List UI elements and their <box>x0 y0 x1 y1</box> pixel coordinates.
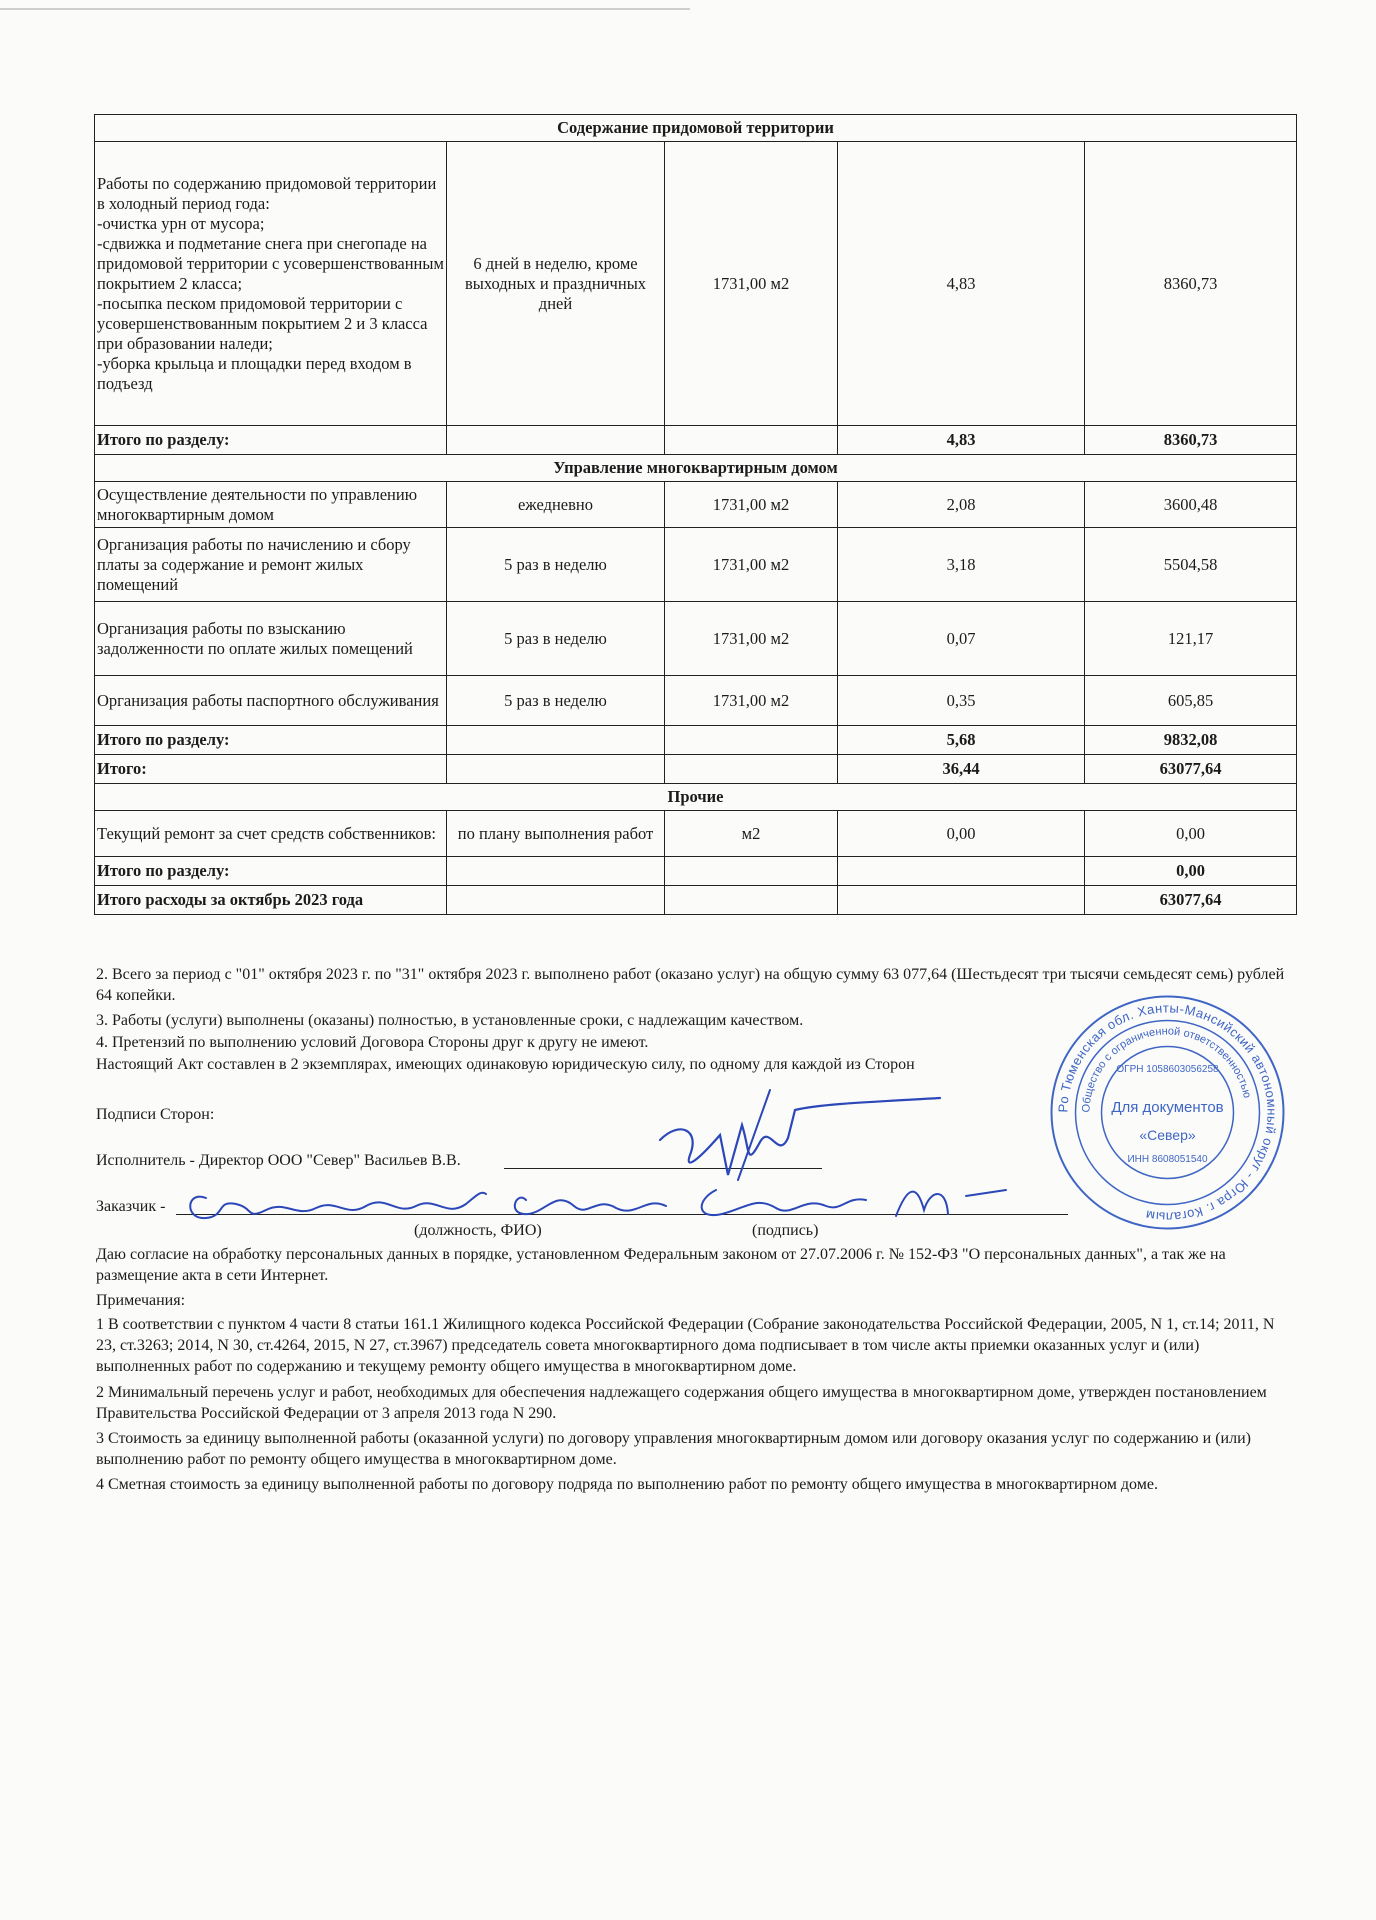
table-row <box>95 602 1297 676</box>
signatures-title: Подписи Сторон: <box>96 1106 215 1123</box>
work-sum: 605,85 <box>1085 676 1297 726</box>
signature-stroke <box>896 1190 1006 1216</box>
work-rate: 0,07 <box>838 602 1085 676</box>
work-frequency: ежедневно <box>447 482 665 528</box>
work-area: 1731,00 м2 <box>665 676 838 726</box>
section-title: Прочие <box>95 784 1297 811</box>
customer-label: Заказчик - <box>96 1198 166 1215</box>
total-rate: 5,68 <box>838 726 1085 755</box>
signature-stroke <box>702 1190 866 1215</box>
total-sum: 9832,08 <box>1085 726 1297 755</box>
work-frequency: 5 раз в неделю <box>447 528 665 602</box>
work-description: Осуществление деятельности по управлению многоквартирным домом <box>95 482 447 528</box>
total-sum: 0,00 <box>1085 857 1297 886</box>
section-header-row <box>95 115 1297 142</box>
work-sum: 0,00 <box>1085 811 1297 857</box>
customer-signature <box>176 1160 1036 1230</box>
executor-line: Исполнитель - Директор ООО "Север" Васильев В.В. <box>96 1152 461 1169</box>
scan-edge-line <box>0 8 690 10</box>
total-label: Итого по разделу: <box>95 857 447 886</box>
work-description: Организация работы паспортного обслуживания <box>95 676 447 726</box>
work-rate: 2,08 <box>838 482 1085 528</box>
work-sum: 121,17 <box>1085 602 1297 676</box>
section-total-row <box>95 857 1297 886</box>
month-total-label: Итого расходы за октябрь 2023 года <box>95 886 447 915</box>
section-header-row <box>95 784 1297 811</box>
work-rate: 4,83 <box>838 142 1085 426</box>
section-title: Содержание придомовой территории <box>95 115 1297 142</box>
work-rate: 0,35 <box>838 676 1085 726</box>
total-sum: 8360,73 <box>1085 426 1297 455</box>
work-sum: 5504,58 <box>1085 528 1297 602</box>
total-label: Итого по разделу: <box>95 426 447 455</box>
table-row <box>95 482 1297 528</box>
total-label: Итого по разделу: <box>95 726 447 755</box>
table-row <box>95 811 1297 857</box>
work-description: Работы по содержанию придомовой территории в холодный период года: -очистка урн от мусора; -сдвижка и подметание снега при снегопаде на придомовой территории с усовершенствованным покрытием 2 класса; -посыпка песком придомовой территории с усовершенствованным покрытием 2 и 3 класса при образовании наледи; -уборка крыльца и площадки перед входом в подъезд <box>95 142 447 426</box>
stamp-outer-text: Ро Тюменская обл. Ханты-Мансийский автономный округ - Югра г. Когалым <box>1055 1000 1280 1225</box>
work-description: Организация работы по начислению и сбору платы за содержание и ремонт жилых помещений <box>95 528 447 602</box>
notes-title: Примечания: <box>96 1292 186 1309</box>
grand-total-sum: 63077,64 <box>1085 755 1297 784</box>
work-rate: 0,00 <box>838 811 1085 857</box>
stamp-ogrn: ОГРН 1058603056258 <box>1116 1064 1219 1075</box>
work-area: 1731,00 м2 <box>665 482 838 528</box>
paragraph-total-amount: 2. Всего за период с "01" октября 2023 г. по "31" октября 2023 г. выполнено работ (оказано услуг) на общую сумму 63 077,64 (Шестьдесят три тысячи семьдесят семь) рублей 64 копейки. <box>96 966 1285 1004</box>
work-sum: 3600,48 <box>1085 482 1297 528</box>
grand-total-label: Итого: <box>95 755 447 784</box>
stamp-inn: ИНН 8608051540 <box>1127 1154 1208 1165</box>
work-description: Организация работы по взысканию задолженности по оплате жилых помещений <box>95 602 447 676</box>
stamp-inner-text: Общество с ограниченной ответственностью <box>1080 1025 1254 1113</box>
work-frequency: 6 дней в неделю, кроме выходных и праздничных дней <box>447 142 665 426</box>
note-1: 1 В соответствии с пунктом 4 части 8 статьи 161.1 Жилищного кодекса Российской Федерации (Собрание законодательства Российской Федерации, 2005, N 1, ст.14; 2011, N 23, ст.3263; 2014, N 30, ст.4264, 2015, N 27, ст.3967) председатель совета многоквартирного дома подписывает в том числе акты приемки оказанных услуг и (или) выполненных работ по содержанию и текущему ремонту общего имущества в многоквартирном доме. <box>96 1316 1275 1375</box>
work-frequency: 5 раз в неделю <box>447 676 665 726</box>
grand-total-rate: 36,44 <box>838 755 1085 784</box>
table-row <box>95 528 1297 602</box>
table-row <box>95 676 1297 726</box>
stamp-center-text: Для документов <box>1111 1099 1224 1116</box>
stamp-name: «Север» <box>1139 1127 1196 1143</box>
grand-total-row <box>95 755 1297 784</box>
signature-stroke <box>190 1193 486 1218</box>
month-total-row <box>95 886 1297 915</box>
note-4: 4 Сметная стоимость за единицу выполненной работы по договору подряда по выполнению работ по ремонту общего имущества в многоквартирном доме. <box>96 1476 1158 1493</box>
consent-text: Даю согласие на обработку персональных данных в порядке, установленном Федеральным законом от 27.07.2006 г. № 152-ФЗ "О персональных данных", а так же на размещение акта в сети Интернет. <box>96 1246 1226 1284</box>
total-rate: 4,83 <box>838 426 1085 455</box>
services-table <box>94 114 1297 915</box>
work-frequency: 5 раз в неделю <box>447 602 665 676</box>
caption-signature: (подпись) <box>752 1222 819 1239</box>
section-title: Управление многоквартирным домом <box>95 455 1297 482</box>
work-area: 1731,00 м2 <box>665 602 838 676</box>
section-header-row <box>95 455 1297 482</box>
paragraph-quality: 3. Работы (услуги) выполнены (оказаны) полностью, в установленные сроки, с надлежащим качеством. <box>96 1012 804 1029</box>
note-2: 2 Минимальный перечень услуг и работ, необходимых для обеспечения надлежащего содержания общего имущества в многоквартирном доме, утвержден постановлением Правительства Российской Федерации от 3 апреля 2013 года N 290. <box>96 1384 1267 1422</box>
company-stamp <box>1045 990 1290 1235</box>
table-row <box>95 142 1297 426</box>
work-description: Текущий ремонт за счет средств собственников: <box>95 811 447 857</box>
section-total-row <box>95 426 1297 455</box>
paragraph-no-claims: 4. Претензий по выполнению условий Договора Стороны друг к другу не имеют. <box>96 1034 649 1051</box>
note-3: 3 Стоимость за единицу выполненной работы (оказанной услуги) по договору управления многоквартирным домом или договору оказания услуг по содержанию и (или) выполнению работ по ремонту общего имущества в многоквартирном доме. <box>96 1430 1251 1468</box>
paragraph-copies: Настоящий Акт составлен в 2 экземплярах, имеющих одинаковую юридическую силу, по одному для каждой из Сторон <box>96 1056 915 1073</box>
signature-stroke <box>515 1198 666 1214</box>
section-total-row <box>95 726 1297 755</box>
work-area: м2 <box>665 811 838 857</box>
month-total-sum: 63077,64 <box>1085 886 1297 915</box>
caption-position: (должность, ФИО) <box>414 1222 542 1239</box>
work-area: 1731,00 м2 <box>665 528 838 602</box>
work-rate: 3,18 <box>838 528 1085 602</box>
work-sum: 8360,73 <box>1085 142 1297 426</box>
work-frequency: по плану выполнения работ <box>447 811 665 857</box>
work-area: 1731,00 м2 <box>665 142 838 426</box>
